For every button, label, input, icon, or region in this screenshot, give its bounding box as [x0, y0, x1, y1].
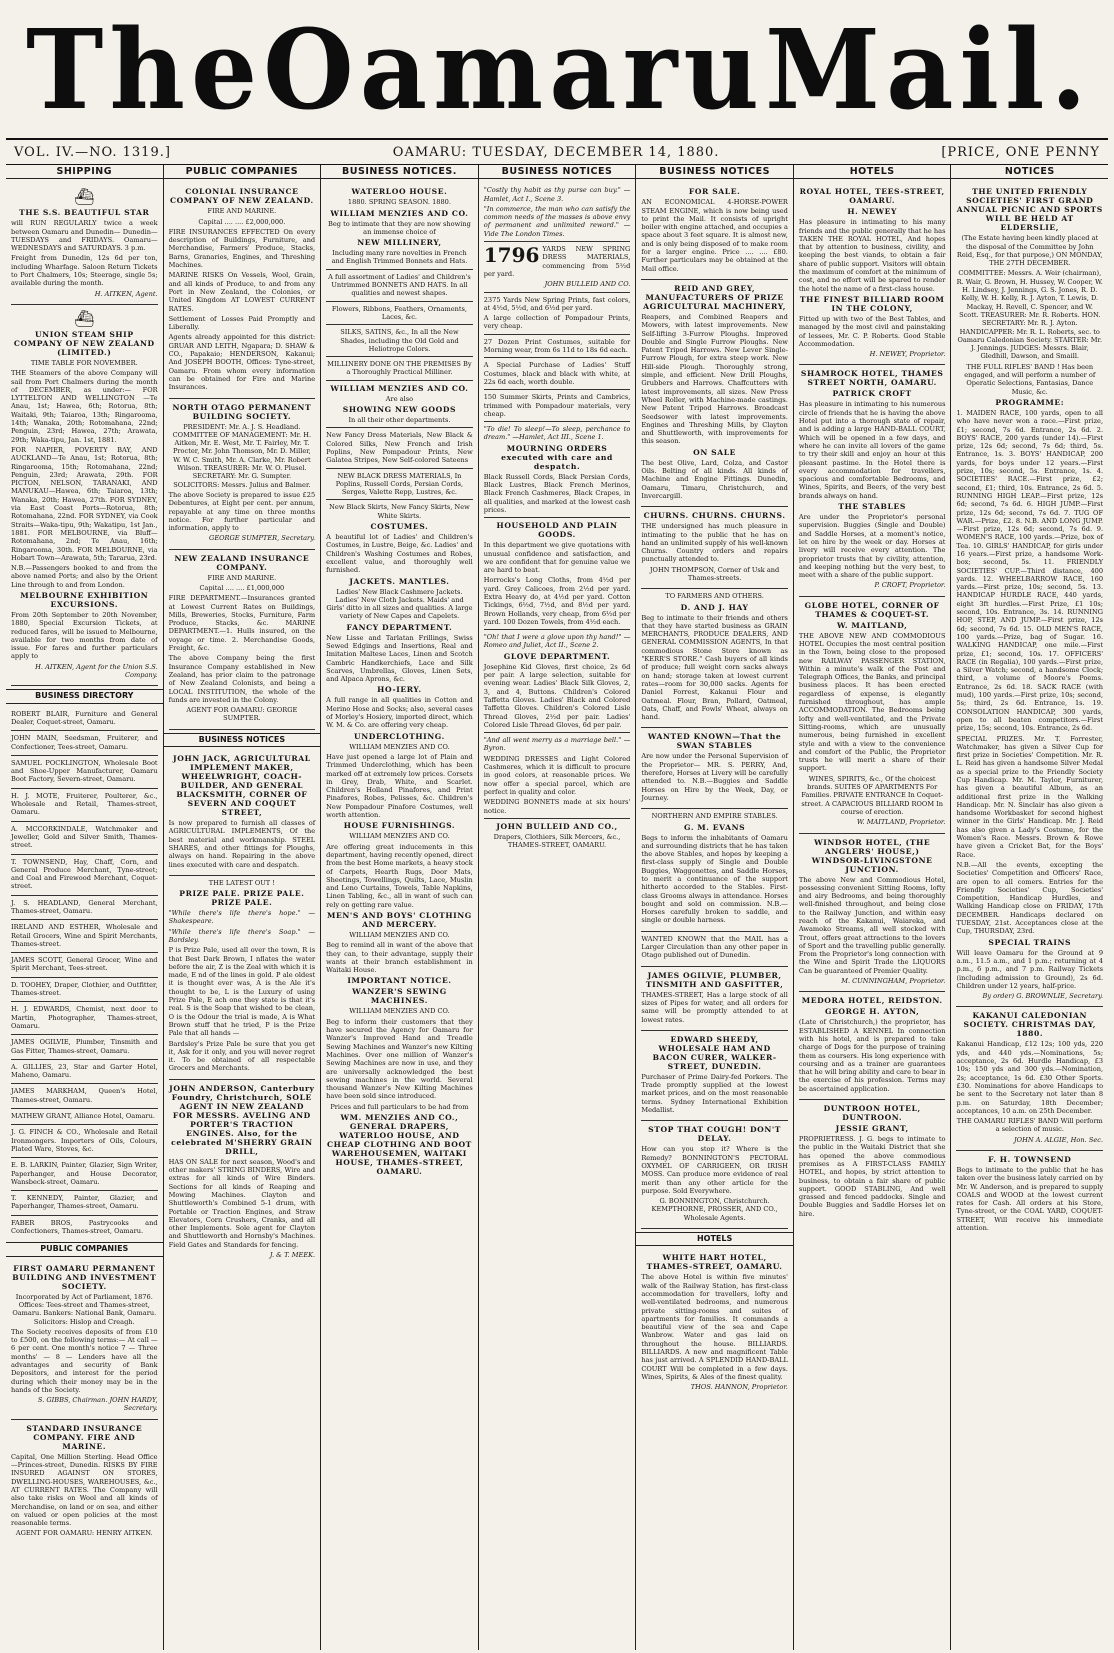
- ad-churns: [641, 507, 788, 589]
- ad-signature: G. BONNINGTON, Christchurch. KEMPTHORNE, PROSSER, AND CO., Wholesale Agents.: [651, 1197, 778, 1222]
- ad-text: WILLIAM MENZIES AND CO.: [349, 931, 450, 939]
- ad-signature: GEORGE SUMPTER, Secretary.: [209, 534, 316, 543]
- ad-text: Horrocks's Long Cloths, from 4½d per yard. Grey Calicoes, from 2½d per yard. Extra Heavy do, at 4½d per yard. Cotton Tickings, 6½d, 7½d, and 8½d per yard. Brown Hollands, very cheap, from 6½d per yard. 100 Dozen Towels, from 4½d each.: [483, 576, 631, 626]
- volume-number: VOL. IV.—NO. 1319.]: [14, 144, 171, 160]
- ad-text: Prices and full particulars to be had from: [330, 1102, 469, 1111]
- dateline: [6, 138, 1108, 165]
- ad-signature: H. AITKEN, Agent.: [94, 289, 158, 298]
- ad-text: AN ECONOMICAL 4-HORSE-POWER STEAM ENGINE, which is now being used to print the Mail. It consists of upright boiler with engine attached, and occupies a space about 3 feet square. It is almost new, and is only being disposed of to make room for a larger engine. Price .... .... £80. Further particulars may be obtained at the Mail office.: [641, 198, 788, 273]
- ad-subtitle: FIRE AND MARINE.: [207, 573, 277, 582]
- ad-text: WEDDING BONNETS made at six hours' notice.: [483, 798, 631, 815]
- ad-text: The best Olive, Lard, Colza, and Castor Oils. Belting of all kinds. All kinds of Machine and Engine Fittings. Dunedin, Oamaru, Timaru, Christchurch, and Invercargill.: [641, 458, 788, 500]
- ad-title: FIRST OAMARU PERMANENT BUILDING AND INVESTMENT SOCIETY.: [12, 1263, 157, 1291]
- column-heading: BUSINESS NOTICES.: [321, 165, 478, 179]
- ad-title: F. H. TOWNSEND: [988, 1154, 1072, 1164]
- ad-title: NEW ZEALAND INSURANCE COMPANY.: [174, 553, 310, 572]
- ad-title: JOHN ANDERSON, Canterbury Foundry, Christchurch, SOLE AGENT IN NEW ZEALAND FOR MESSRS. AVELING AND PORTER'S TRACTION ENGINES. Also, for the celebrated M'SHERRY GRAIN DRILL,: [169, 1083, 315, 1156]
- ad-text: Capital, One Million Sterling. Head Office—Princes-street, Dunedin. RISKS BY FIRE INSURED AGAINST ON STORES, DWELLING-HOUSES, WAREHOUSES, &c., AT CURRENT RATES. The Company will also take risks on Wool and all kinds of Merchandise, on land or on sea, and either on valued or open policies at the most reasonable terms.: [11, 1452, 158, 1528]
- column-heading: SHIPPING: [6, 165, 163, 179]
- ad-text: Beg to intimate that they are now showing an immense choice of: [328, 219, 471, 236]
- ad-title: MELBOURNE EXHIBITION EXCURSIONS.: [20, 590, 149, 609]
- column-business-notices-misc: [636, 165, 794, 1650]
- ad-title: WILLIAM MENZIES AND CO.: [330, 383, 469, 393]
- ad-shamrock-hotel: [799, 365, 946, 596]
- ad-text: Begs to inform the inhabitants of Oamaru and surrounding districts that he has taken the above Stables, and hopes by keeping a first-class supply of Single and Double Buggies, Waggonettes, and Saddle Horses, to merit a continuance of the support hitherto accorded to the Stables. First-class Grooms always in attendance. Horses bought and sold on commission. N.B.—Horses carefully broken to saddle, and single or double harness.: [641, 833, 788, 925]
- ad-text: P is Prize Pale, used all over the town, R is that Best Dark Brown, I nflates the water before the air, Z is the Zeal with which it is made, E nd of the lines in gold. P ale oldest it is thought ever was, A is the Ale it's thought to be, L is the Luxury of using Prize Pale, E ach one they state is that it's real. S is the Soap that wished to be clean, O is the Odour the trial is made, A is What Brown stuff that he tried, P is the Prize Pale that all hands —: [168, 946, 316, 1038]
- ad-text: Will leave Oamaru for the Ground at 9 a.m., 11.5 a.m., and 1 p.m.; returning at 4 p.m., 6 p.m., and 7 p.m. Railway Tickets (including admission to Ground), 2s 6d. Children under 12 years, half-price.: [956, 948, 1104, 990]
- steamship-icon: ⛴: [74, 308, 95, 328]
- ad-text: THE OAMARU RIFLES' BAND Will perform a selection of music.: [956, 1117, 1103, 1134]
- ad-text: THE Steamers of the above Company will sail from Port Chalmers during the month of DECEMBER, as under:— FOR LYTTELTON AND WELLINGTON —Te Anau, 1st; Hawea, 6th; Rotorua, 8th; Waitaki, 9th; Taiaroa, 13th; Ringarooma, 14th; Wanaka, 20th; Rotomahana, 22nd; Penguin, 23rd; Hawea, 27th; Arawata, 29th; Waka-tipu, Jan. 1st, 1881.: [11, 369, 158, 444]
- ad-title: THE STABLES: [838, 502, 906, 512]
- ad-title: MEDORA HOTEL, REIDSTON.: [801, 996, 943, 1006]
- ad-title: WINDSOR HOTEL, (THE ANGLERS' HOUSE,) WINDSOR-LIVINGSTONE JUNCTION.: [811, 837, 933, 874]
- ad-text: Flowers, Ribbons, Feathers, Ornaments, Laces, &c.: [331, 304, 467, 321]
- ad-duntroon-hotel: [799, 1100, 946, 1224]
- ad-title: FANCY DEPARTMENT.: [346, 622, 453, 632]
- masthead: [6, 0, 1108, 138]
- ad-title: NEW MILLINERY,: [357, 238, 442, 248]
- ad-text: Reapers, and Combined Reapers and Mowers, with latest improvements. New Self-lifting 3-Furrow Ploughs. Improved Double and Single Furrow Ploughs. New Patent Tripod Harrows. New Lever Single-Furrow Plough, for extra steep work. New Hill-side Plough. Thoroughly strong, simple, and efficient. New Drill Ploughs, Grubbers and Harrows. Chaffcutters with latest improvements, all sizes. New Press Wheel Roller, with Machine-made castings. New Patent Tripod Harrows. Broadcast Seedsower with latest improvements. Engines and Threshing Mills, by Clayton and Shuttleworth, with improvements for this season.: [641, 312, 788, 446]
- ad-signature: J. & T. MEEK.: [269, 1251, 316, 1260]
- ad-title: JOHN JACK, AGRICULTURAL IMPLEMENT MAKER, WHEELWRIGHT, COACH-BUILDER, AND GENERAL BLACKSMITH, CORNER OF SEVERN AND COQUET STREET,: [173, 754, 311, 818]
- ad-title: NORTH OTAGO PERMANENT BUILDING SOCIETY.: [172, 402, 312, 421]
- ad-text: Kakanui Handicap, £12 12s; 100 yds, 220 yds, and 440 yds.—Nominations, 5s; acceptance, 2s 6d. Hurdle Handicap, £3 10s; 150 yds and 300 yds.—Nomination, 2s; acceptance, 1s 6d. £30 Other Sports. £30. Nominations for above Handicaps to be sent to the Secretary not later than 8 p.m. on Saturday, 18th December; acceptances, 10 a.m. on 25th December.: [956, 1040, 1104, 1115]
- ad-signature: H. NEWEY, Proprietor.: [869, 350, 946, 359]
- ad-title: WANZER'S SEWING MACHINES.: [352, 987, 447, 1006]
- ad-text: Beg to intimate to their friends and others that they have started business as GRAIN MERCHANTS, PRODUCE DEALERS, AND GENERAL COMMISSION AGENTS, In that commodious Stone Store known as "KERR'S STORE." Cash buyers of all kinds of produce; full weight corn sacks always on hand; storage taken at lowest current rates—room for 30,000 sacks. Agents for Daniel Forrest, Kakanui Flour and Oatmeal. Flour, Bran, Pollard, Oatmeal, Oats, Chaff, and Fowls' Wheat, always on hand.: [641, 613, 788, 722]
- ad-text: 1. MAIDEN RACE, 100 yards, open to all who have never won a race.—First prize, £1; second, 7s 6d. Entrance, 2s 6d. 2. BOYS' RACE, 200 yards (under 14).—First prize, 12s 6d; second, 7s 6d; third, 5s. Entrance, 1s. 3. BOYS' HANDICAP, 200 yards, for boys under 12 years.—First prize, 10s; second, 5s. Entrance, 1s. 4. SOCIETIES' RACE.—First prize, £2; second, £1; third, 10s. Entrance, 2s 6d. 5. RUNNING HIGH LEAP.—First prize, 12s 6d; second, 7s 6d. 6. HIGH JUMP.—First prize, 12s 6d; second, 7s 6d. 7. TUG OF WAR.—Prize, £2. 8. N.B. AND LONG JUMP.—First prize, 12s 6d; second, 7s 6d. 9. WOMEN'S RACE, 100 yards.—Prize, box of Tea. 10. GIRLS' HANDICAP, for girls under 16 years.—First prize, a handsome Work-box; second, 5s. 11. FRIENDLY SOCIETIES' CUP.—Third distance, 400 yards. 12. WHEELBARROW RACE, 160 yards.—First prize, 10s; second, 5s. 13. HANDICAP HURDLE RACE, 440 yards, eight 3ft hurdles.—First Prize, £1 10s; second, 10s. Entrance, 3s. 14. RUNNING HOP, STEP, AND JUMP.—First prize, 12s 6d; second, 7s 6d. 15. OLD MEN'S RACE, 100 yards.—Prize, bag of Sugar. 16. WALKING HANDICAP, one mile.—First prize, £1; second, 10s. 17. OFFICERS' RACE (in Regalia), 100 yards.—First prize, a Silver Watch; second, a handsome Clock; third, a volume of Moore's Poems. Entrance, 2s 6d. 18. SACK RACE (with mud), 100 yards.—First prize, 10s; second, 5s; third, 2s 6d. Entrance, 1s. 19. CONSOLATION HANDICAP, 300 yards, open to all beaten competitors.—First prize, 15s; second, 10s. Entrance, 2s 6d.: [956, 408, 1104, 733]
- directory-entry: J. G. FINCH & CO., Wholesale and Retail Ironmongers. Importers of Oils, Colours, Plated Ware, Stoves, &c.: [11, 1125, 158, 1158]
- ad-text: 150 Summer Skirts, Prints and Cambrics, trimmed with Pompadour materials, very cheap.: [483, 393, 631, 418]
- ad-cough-remedy: [641, 1121, 788, 1229]
- ad-text: 27 Dozen Print Costumes, suitable for Morning wear, from 6s 11d to 18s 6d each.: [483, 337, 631, 355]
- ad-text: Has pleasure in intimating to his numerous circle of friends that he is having the above Hotel put into a thorough state of repair, and is adding a large HAND-BALL COURT, Which will be opened in a few days, and where he can invite all lovers of the game to try their skill and enjoy an hour at this pleasant pastime. In the Hotel there is every accommodation for travellers, spacious and comfortable Bedrooms, and Wines, Spirits, and Beers, of the very best brands always on hand.: [798, 400, 946, 500]
- ad-signature: W. MAITLAND, Proprietor.: [856, 818, 946, 827]
- ad-text: Josephine Kid Gloves, first choice, 2s 6d per pair. A large selection, suitable for evening wear. Ladies' Black Silk Gloves, 2, 3, and 4, Buttons. Children's Colored Taffetta Gloves. Ladies' Black and Colored Taffetta Gloves. Children's Colored Lisle Thread Gloves, 2½d per pair. Ladies' Colored Lisle Thread Gloves, 6d per pair.: [483, 662, 631, 729]
- divider: [326, 324, 473, 325]
- ad-signature: JOHN BULLEID AND CO.: [544, 280, 631, 289]
- divider: [484, 334, 631, 335]
- directory-entry: E. B. LARKIN, Painter, Glazier, Sign Writer, Paperhanger, and House Decorator, Wansbeck-street, Oamaru.: [11, 1158, 158, 1191]
- ad-windsor-hotel: [799, 834, 946, 993]
- ad-signature: H. AITKEN, Agent for the Union S.S. Company.: [35, 662, 158, 680]
- ad-title: W. MAITLAND,: [836, 620, 908, 630]
- ad-wanted-known-mail: [641, 932, 788, 967]
- ad-signature: M. CUNNINGHAM, Proprietor.: [841, 977, 946, 986]
- ad-title: JAMES OGILVIE, PLUMBER, TINSMITH AND GASFITTER,: [645, 970, 784, 989]
- ad-quote: "In commerce, the man who can satisfy the common needs of the masses is above envy of permanent and unlimited reward." —Vide The London Times.: [483, 204, 631, 238]
- section-heading: BUSINESS NOTICES: [164, 733, 321, 747]
- ad-text: Are under the Proprietor's personal supervision. Buggies (Single and Double) and Saddle Horses, at a moment's notice, let on hire by the week or day. Horses at livery will receive every attention. The proprietor trusts that by civility, attention, and keeping nothing but the very best, to meet with a share of the public support.: [798, 513, 946, 580]
- yards-figure: 1796: [483, 243, 540, 268]
- ad-title: HO-IERY.: [377, 685, 422, 695]
- ad-text: THE ABOVE NEW AND COMMODIOUS HOTEL Occupies the most central position in the Town, being close to the proposed new RAILWAY PASSENGER STATION, Within a minute's walk of the Post and Telegraph Offices, the Banks, and principal business places. It has been erected regardless of expense, is elegantly furnished throughout, has ample ACCOMMODATION. The Bedrooms being lofty and well-ventilated, and the Private Sitting-rooms, which are unusually numerous, being furnished in excellent style and with a view to the convenience and comfort of the Public, the Proprietor trusts he will merit a share of their support.: [798, 631, 946, 773]
- issue-date: OAMARU: TUESDAY, DECEMBER 14, 1880.: [392, 144, 720, 160]
- ad-text: N.B.—All the events, excepting the Societies' Competition and Officers' Race, are open to all comers. Entries for the Friendly Societies' Cup, Societies' Competition, Handicap Hurdles, and Walking Handicap close on FRIDAY, 17th DECEMBER. Handicaps declared on TUESDAY, 21st. Acceptances close at the Cup, THURSDAY, 23rd.: [956, 860, 1104, 936]
- ad-title: ROYAL HOTEL, TEES-STREET, OAMARU.: [799, 187, 945, 206]
- ad-signature: P. CROFT, Proprietor.: [874, 581, 946, 590]
- ad-text: How can you stop it? Where is the Remedy? BONNINGTON'S PECTORAL OXYMEL OF CARRIGEEN, OR IRISH MOSS. Can produce more evidence of real merit than any other article for the purpose. Sold Everywhere.: [641, 1145, 788, 1195]
- ad-title: COSTUMES.: [370, 522, 429, 532]
- ad-title: STANDARD INSURANCE COMPANY. FIRE AND MARINE.: [26, 1423, 143, 1451]
- ad-text: FIRE DEPARTMENT.—Insurances granted at Lowest Current Rates on Buildings, Mills, Breweries, Stocks, Furniture, Farm Produce, Stacks, &c. MARINE DEPARTMENT.—1. Hulls insured, on the voyage or time. 2. Merchandise Goods, Freight, &c.: [168, 594, 316, 653]
- divider: [484, 732, 631, 733]
- ad-text: Bardsley's Prize Pale be sure that you get it, Ask for it only, and you will never regret it. To be obtained of all respectable Grocers and Merchants.: [168, 1039, 316, 1073]
- ad-text: The above Society is prepared to issue £25 Debentures, at Eight per cent. per annum, repayable at any time on three months notice. For further particular and information, apply to: [168, 490, 316, 533]
- directory-entry: A. GILLIES, 23, Star and Garter Hotel, Maheno, Oamaru.: [11, 1060, 158, 1085]
- ad-text: (The Estate having been kindly placed at the disposal of the Committee by John Reid, Esq., for that purpose,) ON MONDAY, THE 27TH DECEMBER.: [956, 234, 1103, 268]
- masthead-word-mail: Mail.: [765, 4, 1093, 134]
- ad-title: WATERLOO HOUSE.: [351, 187, 448, 197]
- ad-john-anderson: [169, 1080, 316, 1266]
- divider: [484, 421, 631, 422]
- ad-title: MEN'S AND BOYS' CLOTHING AND MERCERY.: [326, 911, 472, 929]
- business-directory: [11, 707, 158, 1240]
- ad-text: Freight from Dunedin, 12s 6d per ton, including Wharfage. Saloon Return Tickets to Port Chalmers, 10s; Steerage, single 5s; available during the month.: [11, 254, 158, 288]
- ad-prize-pale: [169, 876, 316, 1080]
- directory-entry: MATHEW GRANT, Alliance Hotel, Oamaru.: [11, 1109, 158, 1125]
- ad-north-otago-building-society: [169, 399, 316, 550]
- ad-signature: AGENT FOR OAMARU: HENRY AITKEN.: [15, 1529, 153, 1538]
- ad-kakanui-caledonian: [956, 1007, 1103, 1151]
- ad-text: WILLIAM MENZIES AND CO.: [349, 1007, 450, 1016]
- ad-text: WILLIAM MENZIES AND CO.: [349, 832, 450, 841]
- ad-title: HOUSEHOLD AND PLAIN GOODS.: [496, 521, 618, 540]
- ad-title: PRIZE PALE. PRIZE PALE. PRIZE PALE.: [179, 889, 305, 908]
- ad-title: PROGRAMME:: [995, 397, 1065, 407]
- ad-text: Agents already appointed for this district: GRUAR AND LEITH, Ngapara; D. SHAW & CO., Papakaio; HENDERSON, Kakanui; And JOSEPH BOOTH, Offices: Tyne-street, Oamaru. From whom every information can be obtained for Fire and Marine Insurances.: [168, 333, 316, 392]
- ad-title: SHOWING NEW GOODS: [342, 405, 457, 415]
- divider: [484, 629, 631, 630]
- directory-entry: JAMES SCOTT, General Grocer, Wine and Spirit Merchant, Tees-street.: [11, 953, 158, 978]
- ad-quote: "And all went merry as a marriage bell." —Byron.: [483, 736, 631, 753]
- ad-title: MOURNING ORDERS executed with care and despatch.: [501, 443, 613, 471]
- divider: [326, 380, 473, 381]
- ad-text: Drapers, Clothiers, Silk Mercers, &c., THAMES-STREET, OAMARU.: [493, 832, 621, 850]
- ad-signature: THOS. HANNON, Proprietor.: [690, 1383, 788, 1392]
- ad-title: THE S.S. BEAUTIFUL STAR: [19, 208, 150, 218]
- ad-text: WINES, SPIRITS, &c., Of the choicest brands. SUITES OF APARTMENTS For Families. PRIVATE ENTRANCE In Coquet-street. A CAPACIOUS BILLIARD ROOM In course of erection.: [801, 774, 944, 816]
- ad-text: will RUN REGULARLY twice a week between Oamaru and Dunedin— Dunedin—TUESDAYS and FRIDAYS. Oamaru—WEDNESDAYS and SATURDAYS. 3 p.m.: [11, 219, 158, 253]
- section-heading: HOTELS: [636, 1232, 793, 1246]
- section-heading: BUSINESS DIRECTORY: [6, 689, 163, 703]
- ad-standard-insurance: [11, 1420, 158, 1544]
- ad-text: WANTED KNOWN that the MAIL has a Larger Circulation than any other paper in Otago published out of Dunedin.: [641, 934, 788, 960]
- ad-title: G. M. EVANS: [684, 822, 746, 832]
- ad-subtitle: THE LATEST OUT !: [208, 878, 275, 887]
- ad-quote: "To die! To sleep!—To sleep, perchance to dream." —Hamlet, Act III., Scene 1.: [483, 425, 631, 442]
- ad-edward-sheedy: [641, 1031, 788, 1121]
- ad-title: UNDERCLOTHING.: [354, 731, 445, 741]
- ad-text: Fitted up with two of the Best Tables, and managed by the most civil and painstaking of lessees, Mr. C. P. Roberts. Good Stable Accommodation.: [798, 314, 946, 348]
- ad-text: Settlement of Losses Paid Promptly and Liberally.: [168, 314, 316, 332]
- directory-entry: ROBERT BLAIR, Furniture and General Dealer, Coquet-street, Oamaru.: [11, 707, 158, 732]
- yards-text: YARDS NEW SPRING DRESS MATERIALS, commencing from 5½d per yard.: [483, 245, 631, 278]
- ad-union-steam-ship: [11, 305, 158, 686]
- ad-title: SHAMROCK HOTEL, THAMES STREET NORTH, OAMARU.: [800, 369, 944, 388]
- ad-title: THE FINEST BILLIARD ROOM IN THE COLONY,: [799, 294, 945, 313]
- ad-title: JACKETS. MANTLES.: [349, 576, 450, 586]
- directory-entry: D. TOOHEY, Draper, Clothier, and Outfitter, Thames-street.: [11, 978, 158, 1003]
- divider: [326, 269, 473, 270]
- ad-text: Are also: [385, 394, 414, 403]
- column-notices: [951, 165, 1108, 1650]
- ad-title: WM. MENZIES AND CO., GENERAL DRAPERS, WATERLOO HOUSE, AND CHEAP CLOTHING AND BOOT WAREHOUSEMEN, WAITAKI HOUSE, THAMES-STREET, OAMARU.: [326, 1113, 472, 1177]
- ad-title: IMPORTANT NOTICE.: [347, 976, 452, 986]
- ad-text: New Fancy Dress Materials, New Black & Colored Silks, New French and Irish Poplins, New Pompadour Prints, New Galatea Stripes, New Self-colored Sateens: [326, 431, 473, 465]
- ad-d-and-j-hay: [641, 589, 788, 728]
- divider: [484, 292, 631, 293]
- ad-text: Black Russell Cords, Black Persian Cords, Black Lustres, Black French Merinos, Black French Cashmeres, Black Crapes, in all qualities, and marked at the lowest cash prices.: [483, 472, 631, 514]
- ad-text: New Black Skirts, New Fancy Skirts, New White Skirts.: [329, 503, 470, 520]
- masthead-word-the: The: [26, 4, 264, 134]
- ad-quote: "Costly thy habit as thy purse can buy." —Hamlet, Act I., Scene 3.: [483, 186, 631, 203]
- divider: [326, 499, 473, 500]
- ad-text: 2375 Yards New Spring Prints, fast colors, at 4½d, 5½d, and 6½d per yard.: [483, 295, 631, 312]
- ad-title: D. AND J. HAY: [680, 602, 749, 612]
- ad-globe-hotel: [799, 597, 946, 834]
- ad-text: Beg to inform their customers that they have secured the Agency for Oamaru for Wanzer's Improved Hand and Treadle Sewing Machines and Wanzer's new Kilting Machines. Over one million of Wanzer's Sewing Machines are now in use, and they are universally acknowledged the best sewing machines in the world. Several thousand Wanzer's New Kilting Machines have been sold since introduced.: [326, 1017, 473, 1101]
- ad-text: Capital .... .... £1,000,000: [199, 583, 285, 592]
- ad-text: Purchaser of Prime Dairy-fed Porkers. The Trade promptly supplied at the lowest market prices, and on the most reasonable terms. Sydney International Exhibition Medallist.: [641, 1072, 788, 1115]
- ad-medora-hotel: [799, 992, 946, 1100]
- ad-title: DUNTROON HOTEL, DUNTROON.: [823, 1104, 921, 1123]
- price: [PRICE, ONE PENNY: [941, 144, 1100, 160]
- ad-title: WILLIAM MENZIES AND CO.: [330, 208, 469, 218]
- ad-text: In this department we give quotations with unusual confidence and satisfaction, and we are confident that for genuine value we are hard to beat.: [483, 541, 631, 575]
- column-heading: HOTELS: [794, 165, 951, 179]
- ad-text: FOR NAPIER, POVERTY BAY, AND AUCKLAND—Te Anau, 1st; Rotorua, 8th; Ringarooma, 15th; Rotomahana, 22nd; Penguin, 23rd; Arawata, 29th. FOR PICTON, NELSON, TARANAKI, AND MANUKAU—Hawea, 6th; Taiaroa, 13th; Wanaka, 20th; Hawea, 27th. FOR SYDNEY, via East Coast Ports—Rotorua, 8th; Rotomahana, 22nd. FOR SYDNEY, via Cook Straits—Waka-tipu, 9th; Wakatipu, 1st Jan., 1881. FOR MELBOURNE, via Bluff—Rotomahana, 2nd; Te Anau, 16th; Ringarooma, 30th. FOR MELBOURNE, via Hobart Town—Arawata, 5th; Tararua, 23rd.: [11, 445, 158, 562]
- ad-title: KAKANUI CALEDONIAN SOCIETY. CHRISTMAS DAY, 1880.: [963, 1011, 1096, 1039]
- ad-text: PRESIDENT: Mr. A. J. S. Headland. COMMITTEE OF MANAGEMENT: Mr. H. Aitken, Mr. E. West, Mr. T. Fairley, Mr. T. Procter, Mr. John Thomson, Mr. D. Miller, W. W. C. Smith, Mr. A. Clarke, Mr. Robert Wilson. TREASURER: Mr. W. O. Plusel. SECRETARY: Mr. G. Sumpter. SOLICITORS: Messrs. Julius and Balmer.: [172, 422, 312, 489]
- ad-evans-stables: [641, 809, 788, 932]
- directory-entry: T. TOWNSEND, Hay, Chaff, Corn, and General Produce Merchant, Tyne-street; and Coal and Firewood Merchant, Coquet-street.: [11, 855, 158, 896]
- ad-text: Begs to intimate to the public that he has taken over the business lately carried on by Mr. W. Anderson, and is prepared to supply COALS and WOOD at the lowest current rates for Cash. All orders at his Store, Tyne-street, or the COAL YARD, COQUET-STREET, Will receive his immediate attention.: [956, 1165, 1104, 1233]
- directory-entry: JAMES OGILVIE, Plumber, Tinsmith and Gas Fitter, Thames-street, Oamaru.: [11, 1035, 158, 1060]
- ad-james-ogilvie: [641, 967, 788, 1031]
- ad-title: GEORGE H. AYTON,: [824, 1007, 920, 1017]
- ad-title: SPECIAL TRAINS: [988, 937, 1072, 947]
- ad-text: The above Hotel is within five minutes' walk of the Railway Station, has first-class accommodation for travellers, lofty and well-ventilated bedrooms, and numerous private sitting-rooms and suites of apartments for families. It commands a beautiful view of the sea and Cape Wanbrow. Water and gas laid on throughout the house. BILLIARDS. BILLIARDS. A new and magnificent Table has just arrived. A SPLENDID HAND-BALL COURT Will be completed in a few days. Wines, Spirits, & Ales of the finest quality.: [641, 1273, 788, 1381]
- ad-text: WILLIAM MENZIES AND CO.: [349, 742, 450, 751]
- divider: [484, 818, 631, 819]
- ad-royal-hotel: [799, 183, 946, 365]
- ad-building-society: [11, 1260, 158, 1420]
- steamship-icon: ⛴: [74, 187, 95, 207]
- ad-text: The above Company being the first Insurance Company established in New Zealand, has prior claim to the patronage of New Zealand Colonists, and being a LOCAL INSTITUTION, the whole of the funds are invested in the Colony.: [168, 654, 316, 704]
- ad-text: PROPRIETRESS. J. G. begs to intimate to the public in the Waitaki District that she has opened the above commodious premises as A FIRST-CLASS FAMILY HOTEL, and hopes, by strict attention to business, to obtain a fair share of public support. GOOD STABLING, And well grassed and fenced paddocks. Single and Double Buggies and Saddle Horses let on hire.: [798, 1135, 946, 1218]
- ad-text: Ladies' New Black Cashmere Jackets. Ladies' New Cloth Jackets. Maids' and Girls' ditto in all sizes and qualities. A large variety of New Capes and Capelets.: [326, 587, 473, 621]
- ad-text: New Lisse and Tarlatan Frillings, Swiss Sewed Edgings and Insertions, Real and Imitation Maltese Laces, Linen and Scotch Cambric Handkerchiefs, Lace and Silk Scarves, Umbrellas, Gloves, Linen Sets, and Alpaca Aprons, &c.: [326, 633, 473, 684]
- ad-text: From 20th September to 20th November, 1880, Special Excursion Tickets, at reduced fares, will be issued to Melbourne, available for two months from date of issue. For fares and further particulars apply to: [11, 610, 158, 661]
- ad-text: SPECIAL PRIZES. Mr. T. Forrester, Watchmaker, has given a Silver Cup for first prize in Societies' Competition. Mr. R. L. Reid has given a handsome Silver Medal as a special prize to the Friendly Society Cup Handicap. Mr. M. Taylor, Furniturer, has given a beautiful Album, as an additional first prize in the Walking Handicap. Mr. N. Sinclair has also given a handsome Workbasket for second highest winner in the Girls' Handicap. Mr. J. Reid has also given a Lady's Costume, for the Women's Race. Messrs. Brown & Rowe have given a Cricket Bat, for the Boys' Race.: [956, 734, 1104, 859]
- divider: [326, 301, 473, 302]
- ad-reid-and-grey: [641, 280, 788, 507]
- ad-subtitle: TO FARMERS AND OTHERS.: [665, 592, 764, 601]
- ad-text: Is now prepared to furnish all classes of AGRICULTURAL IMPLEMENTS, Of the best material and workmanship. STEEL SHARES, and other fittings for Ploughs, always on hand. Repairing in the above lines executed with care and despatch.: [168, 819, 316, 869]
- ad-waterloo-house: [326, 183, 473, 1182]
- divider: [326, 468, 473, 469]
- ad-townsend: [956, 1151, 1103, 1238]
- column-business-notices-menzies: [321, 165, 479, 1650]
- ad-title: WANTED KNOWN—That the SWAN STABLES: [647, 732, 782, 751]
- divider: [326, 427, 473, 428]
- ad-text: A large collection of Pompadour Prints, very cheap.: [483, 314, 631, 331]
- ad-text: A full range in all qualities in Cotton and Merino Hose and Socks; also, several cases of Morley's Hosiery, imported direct, which W. M. & Co. are offering very cheap.: [326, 696, 473, 730]
- divider: [484, 357, 631, 358]
- column-public-companies: [164, 165, 322, 1650]
- divider: [326, 356, 473, 357]
- ad-text: Capital .... .... £2,000,000.: [198, 217, 286, 226]
- column-heading: BUSINESS NOTICES: [636, 165, 793, 179]
- ad-title: UNION STEAM SHIP COMPANY OF NEW ZEALAND (LIMITED.): [13, 329, 155, 357]
- ad-text: (Late of Christchurch,) the proprietor, has ESTABLISHED A KENNEL In connection with his hotel, and is prepared to take charge of Dogs for the purpose of training them as coursers. His long experience with coursing and as a trainer are guarantees that he will bring ability and care to bear in the exercise of his profession. Terms may be ascertained application.: [798, 1018, 946, 1093]
- ad-text: The Society receives deposits of from £10 to £500, on the following terms:— At call — 6 per cent. One month's notice 7 — Three months' — 8 — Lenders have all the advantages and security of Bank Depositors, and interest for the period during which their money may be in the hands of the Society.: [11, 1327, 158, 1394]
- ad-title: JOHN BULLEID AND CO.,: [496, 821, 618, 831]
- ad-swan-stables: [641, 728, 788, 809]
- ad-title: STOP THAT COUGH! DON'T DELAY.: [648, 1125, 782, 1144]
- section-heading: PUBLIC COMPANIES: [6, 1242, 163, 1256]
- ad-signature: By order) G. BROWNLIE, Secretary.: [982, 992, 1104, 1001]
- ad-text: The above New and Commodious Hotel, possessing convenient Sitting Rooms, lofty and airy Bedrooms, and being thoroughly well-finished throughout, and being close to the Railway Junction, and within easy reach of the Kakanui, Waiareka, and Awamoko Streams, all well stocked with Trout, offers great attractions to the lovers of Sport and the travelling public generally. From the Proprietor's long connection with the Wine and Spirit Trade the LIQUORS Can be guaranteed of Premier Quality.: [798, 875, 946, 975]
- ad-john-jack: [169, 750, 316, 876]
- ad-text: Including many rare novelties in French and English Trimmed Bonnets and Hats.: [331, 249, 468, 266]
- directory-entry: H. J. MOTE, Fruiterer, Poulterer, &c., Wholesale and Retail, Thames-street, Oamaru.: [11, 789, 158, 822]
- directory-entry: JAMES MARKHAM, Queen's Hotel, Thames-street, Oamaru.: [11, 1084, 158, 1109]
- ad-subtitle: TIME TABLE FOR NOVEMBER.: [30, 358, 138, 367]
- ad-quote: "While there's life there's Soap." —Bardsley.: [168, 927, 316, 944]
- directory-entry: IRELAND AND ESTHER, Wholesale and Retail Grocers, Wine and Spirit Merchants, Thames-street.: [11, 920, 158, 953]
- ad-text: Beg to remind all in want of the above that they can, to their advantage, supply their wants at their branch establishment in Waitaki House.: [326, 941, 473, 975]
- ad-quote: "While there's life there's hope." —Shakespeare.: [168, 909, 316, 926]
- column-hotels: [794, 165, 952, 1650]
- ad-subtitle: NORTHERN AND EMPIRE STABLES.: [651, 812, 778, 821]
- ad-text: Incorporated by Act of Parliament, 1876. Offices: Tees-street and Thames-street, Oamaru. Bankers: National Bank, Oamaru. Solicitors: Hislop and Creagh.: [12, 1292, 157, 1326]
- ad-title: GLOVE DEPARTMENT.: [503, 651, 611, 661]
- ad-title: PATRICK CROFT: [832, 389, 912, 399]
- ad-text: A Special Purchase of Ladies' Stuff Costumes, black and black with white, at 22s 6d each, worth double.: [483, 361, 631, 386]
- ad-text: NEW BLACK DRESS MATERIALS, In Poplins, Russell Cords, Persian Cords, Serges, Valette Repp, Lustres, &c.: [335, 471, 464, 497]
- ad-text: Are now under the Personal Supervision of the Proprietor— MR. S. PERRY, And, therefore, Horses at Livery will be carefully attended to. N.B.—Buggies and Saddle Horses on Hire by the Week, Day, or Journey.: [641, 752, 788, 802]
- ad-text: THE FULL RIFLES' BAND ! Has been engaged, and will perform a number of Operatic Selections, Fantasias, Dance Music, &c.: [964, 362, 1096, 396]
- ad-text: FIRE INSURANCES EFFECTED On every description of Buildings, Furniture, and Merchandise, Farmers' Produce, Stacks, Barns, Granaries, Engines, and Threshing Machines.: [168, 227, 316, 270]
- ad-signature: AGENT FOR OAMARU: GEORGE SUMPTER.: [186, 706, 298, 723]
- ad-friendly-societies-picnic: [956, 183, 1103, 1007]
- directory-entry: A. MCCORKINDALE, Watchmaker and Jeweller, Gold and Silver Smith, Thames-street.: [11, 822, 158, 855]
- ad-text: [484, 245, 631, 278]
- ad-text: THE undersigned has much pleasure in intimating to the public that he has on hand an unlimited supply of his well-known Churns. Country orders and repairs punctually attended to.: [641, 522, 788, 564]
- ad-subtitle: FIRE AND MARINE.: [207, 207, 277, 216]
- ad-text: WEDDING DRESSES and Light Colored Cashmeres, which it is difficult to procure in good colors, at reasonable prices. We now offer a special parcel, which are perfect in quality and color.: [483, 754, 631, 796]
- ad-title: COLONIAL INSURANCE COMPANY OF NEW ZEALAND.: [169, 187, 314, 206]
- ad-title: WHITE HART HOTEL, THAMES-STREET, OAMARU.: [646, 1253, 783, 1272]
- ad-text: SILKS, SATINS, &c., In all the New Shades, including the Old Gold and Heliotrope Colors.: [340, 328, 459, 353]
- column-heading: PUBLIC COMPANIES: [164, 165, 321, 179]
- masthead-word-oamaru: Oamaru: [263, 4, 765, 134]
- ad-text: COMMITTEE: Messrs. A. Weir (chairman), R. Wair, G. Brown, H. Hussey, W. Cooper, W. H. Lindsey, J. Jennings, G. S. Jones, R. D. Kelly, W. H. Kelly, R. J. Ayton, T. Lewis, D. Mackay, H. Revell, C. Spencer, and W. Scott. TREASURER: Mr. R. Roberts. HON. SECRETARY: Mr. R. J. Ayton. HANDICAPPER: Mr. R. L. Roberts, sec. to Oamaru Caledonian Society. STARTER: Mr. J. Jennings. JUDGES: Messrs. Blair, Gledhill, Dawson, and Smaill.: [956, 269, 1103, 361]
- directory-entry: SAMUEL POCKLINGTON, Wholesale Boot and Shoe-Upper Manufacturer, Oamaru Boot Factory, Severn-street, Oamaru.: [11, 756, 158, 789]
- ad-text: In all their other departments.: [348, 416, 451, 425]
- divider: [484, 389, 631, 390]
- ad-signature: S. GIBBS, Chairman. JOHN HARDY, Secretary.: [37, 1396, 158, 1413]
- column-shipping: [6, 165, 164, 1650]
- ad-quote: "Oh! that I were a glove upon thy hand!" —Romeo and Juliet, Act II., Scene 2.: [483, 633, 631, 650]
- ad-text: Are offering great inducements in this department, having recently opened, direct from the best Home markets, a heavy stock of Carpets, Hearth Rugs, Door Mats, Sheetings, Towellings, Quilts, Lace, Muslin and Leno Curtains, Towels, Table Napkins, Linen Tabling, &c., all in want of such can rely on getting rare value.: [326, 842, 473, 909]
- ad-title: THE UNITED FRIENDLY SOCIETIES' FIRST GRAND ANNUAL PICNIC AND SPORTS WILL BE HELD AT ELDERSLIE,: [956, 187, 1103, 233]
- divider: [484, 241, 631, 242]
- ad-text: MARINE RISKS On Vessels, Wool, Grain, and all kinds of Produce, to and from any Port in New Zealand, the Colonies, or United Kingdom AT LOWEST CURRENT RATES.: [168, 271, 316, 313]
- ad-title: JESSIE GRANT,: [835, 1124, 909, 1134]
- ad-title: ON SALE: [693, 447, 737, 457]
- directory-entry: JOHN MAIN, Seedsman, Fruiterer, and Confectioner, Tees-street, Oamaru.: [11, 731, 158, 756]
- divider: [484, 517, 631, 518]
- ad-text: THAMES-STREET, Has a large stock of all sizes of Pipes for water, and all orders for same will be promptly attended to at lowest rates.: [641, 990, 788, 1024]
- ad-text: HAS ON SALE for next season, Wood's and other makers' STRING BINDERS, Wire and extras for all kinds of Wire Binders. Sections for all kinds of Reaping and Mowing Machines. Clayton and Shuttleworth's Combined 5-1 drum, with Portable or Traction Engines, and Straw Elevators, Corn Crushers, Cranks, and all other Implements. Sole agent for Clayton and Shuttleworth and Hornsby's Machines. Field Gates and Standards for fencing.: [168, 1157, 316, 1249]
- directory-entry: T. KENNEDY, Painter, Glazier, and Paperhanger, Thames-street, Oamaru.: [11, 1191, 158, 1216]
- ad-colonial-insurance: [169, 183, 316, 398]
- ad-john-bulleid: [484, 183, 631, 855]
- ad-text: N.B.—Passengers booked to and from the above named Ports; and also by the Orient Line through to and from London.: [11, 564, 158, 589]
- ad-subtitle: 1880. SPRING SEASON. 1880.: [347, 198, 451, 207]
- ad-text: Has pleasure in intimating to his many friends and the public generally that he has TAKEN THE ROYAL HOTEL, And hopes that by attention to business, civility, and keeping the best viands, to obtain a fair share of public support. Visitors will obtain the maximum of comfort at the minimum of cost, and no effort will be spared to render the hotel the name of a first-class house.: [798, 218, 946, 293]
- ad-text: Have just opened a large lot of Plain and Trimmed Underclothing, which has been marked off at extremely low prices. Corsets in Grey, Drab, White, and Scarlet. Children's Holland Pinafores, and Print Pinafores, Robes, Pelisses, &c. Children's New Pompadour Pinafore Costumes, well worth attention.: [326, 752, 473, 820]
- ad-nz-insurance: [169, 550, 316, 730]
- ad-text: MILLINERY DONE ON THE PREMISES By a Thoroughly Practical Milliner.: [327, 360, 472, 377]
- ad-title: H. NEWEY: [847, 207, 898, 217]
- ad-title: EDWARD SHEEDY, WHOLESALE HAM AND BACON CURER, WALKER-STREET, DUNEDIN.: [652, 1034, 777, 1071]
- column-heading: NOTICES: [951, 165, 1108, 179]
- ad-beautiful-star: [11, 183, 158, 305]
- ad-white-hart-hotel: [641, 1249, 788, 1397]
- ad-signature: JOHN THOMPSON, Corner of Usk and Thames-streets.: [649, 565, 780, 582]
- column-business-notices-bulleid: [479, 165, 637, 1650]
- ad-title: GLOBE HOTEL, CORNER OF THAMES & COQUET-ST.: [804, 600, 940, 619]
- ad-title: CHURNS. CHURNS. CHURNS.: [643, 511, 786, 521]
- ad-text: A beautiful lot of Ladies' and Children's Costumes, in Lustre, Beige, &c. Ladies' and Children's Washing Costumes and Robes, excellent value, and thoroughly well furnished.: [326, 533, 473, 575]
- directory-entry: H. J. EDWARDS, Chemist, next door to Martin, Photographer, Thames-street, Oamaru.: [11, 1002, 158, 1035]
- column-heading: BUSINESS NOTICES: [479, 165, 636, 179]
- ad-title: HOUSE FURNISHINGS.: [343, 821, 456, 831]
- ad-for-sale: [641, 183, 788, 280]
- directory-entry: FABER BROS, Pastrycooks and Confectioners, Thames-street, Oamaru.: [11, 1218, 158, 1236]
- directory-entry: J. S. HEADLAND, General Merchant, Thames-street, Oamaru.: [11, 896, 158, 921]
- ad-title: REID AND GREY, MANUFACTURERS OF PRIZE AGRICULTURAL MACHINERY,: [643, 283, 787, 311]
- ad-signature: JOHN A. ALGIE, Hon. Sec.: [1014, 1135, 1104, 1144]
- ad-title: FOR SALE.: [688, 187, 741, 197]
- ad-text: A full assortment of Ladies' and Children's Untrimmed BONNETS AND HATS. In all qualities and newest shapes.: [328, 272, 471, 298]
- columns: [6, 165, 1108, 1650]
